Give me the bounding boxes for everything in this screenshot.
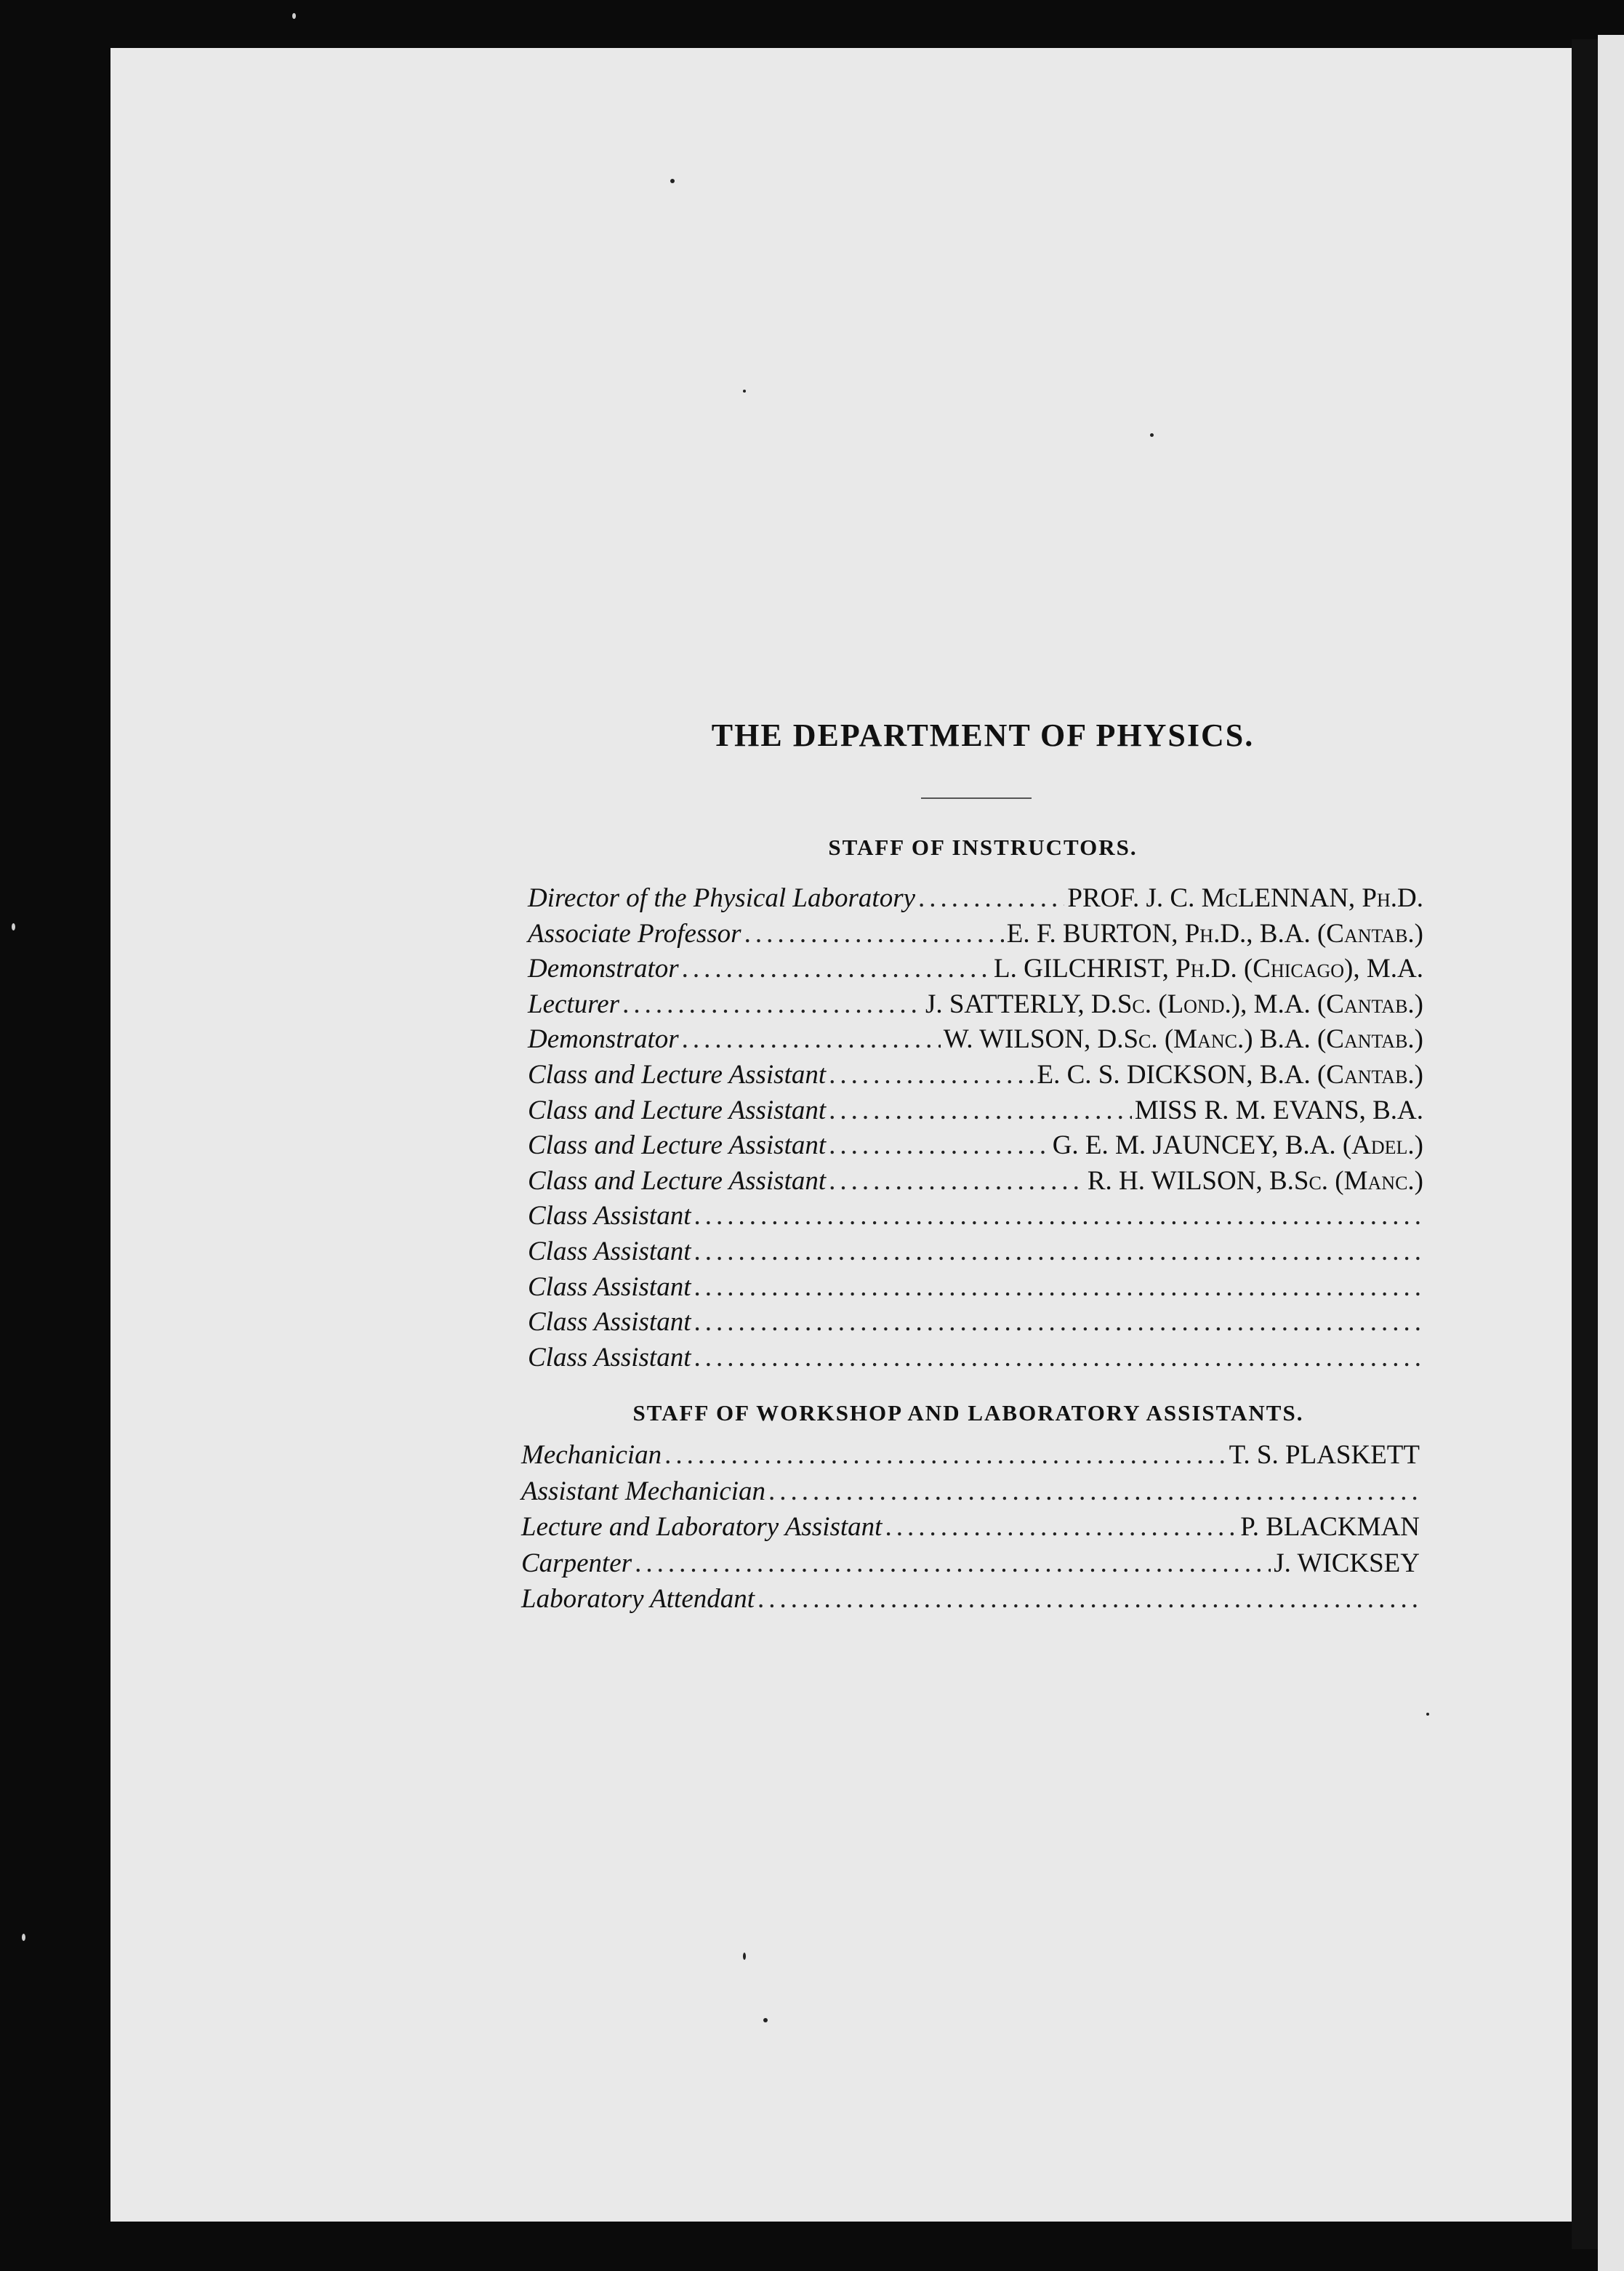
print-speck [743,1953,746,1960]
title-rule [921,797,1032,799]
person-name: J. WICKSEY [1274,1548,1420,1578]
leader-dots [635,1548,1271,1579]
print-speck [670,179,675,183]
print-speck [1426,1713,1429,1716]
list-item [528,1095,1423,1130]
leader-dots [829,1059,1034,1090]
person-name: PROF. J. C. McLENNAN, Ph.D. [1067,883,1423,913]
leader-dots [885,1511,1237,1543]
list-item [528,1024,1423,1059]
leader-dots [757,1583,1417,1615]
binding-shadow [1572,39,1598,2249]
role-label: Lecture and Laboratory Assistant [521,1512,883,1542]
print-speck [763,2018,768,2022]
print-speck [743,390,746,393]
role-label: Associate Professor [528,918,741,949]
role-label: Class Assistant [528,1271,691,1302]
person-name: J. SATTERLY, D.Sc. (Lond.), M.A. (Cantab.) [925,989,1423,1019]
person-name: E. C. S. DICKSON, B.A. (Cantab.) [1037,1059,1423,1090]
list-item [528,953,1423,989]
leader-dots [694,1200,1420,1231]
role-label: Carpenter [521,1548,632,1578]
role-label: Director of the Physical Laboratory [528,883,916,913]
leader-dots [918,883,1064,914]
page-title: THE DEPARTMENT OF PHYSICS. [711,718,1255,753]
leader-dots [694,1342,1420,1373]
role-label: Demonstrator [528,954,679,984]
role-label: Class and Lecture Assistant [528,1165,827,1196]
section-heading-workshop: STAFF OF WORKSHOP AND LABORATORY ASSISTANTS. [632,1400,1304,1426]
person-name: W. WILSON, D.Sc. (Manc.) B.A. (Cantab.) [943,1024,1423,1055]
margin-speck [292,13,296,19]
list-item [521,1439,1420,1476]
leader-dots [829,1130,1050,1161]
list-item [528,1059,1423,1095]
leader-dots [694,1236,1420,1267]
margin-speck [22,1934,25,1941]
leader-dots [622,989,922,1020]
person-name: MISS R. M. EVANS, B.A. [1134,1095,1423,1125]
leader-dots [682,1024,941,1055]
list-item [528,1200,1423,1236]
role-label: Demonstrator [528,1024,679,1055]
list-item [528,1342,1423,1378]
print-speck [1150,433,1154,437]
list-item [528,918,1423,954]
role-label: Lecturer [528,989,620,1019]
section-heading-instructors: STAFF OF INSTRUCTORS. [828,835,1138,860]
list-item [528,989,1423,1024]
list-item [528,1306,1423,1342]
role-label: Mechanician [521,1440,662,1470]
leader-dots [664,1439,1226,1471]
role-label: Laboratory Attendant [521,1584,755,1614]
document-page [110,48,1572,2222]
person-name: E. F. BURTON, Ph.D., B.A. (Cantab.) [1006,918,1423,949]
role-label: Class Assistant [528,1307,691,1338]
leader-dots [694,1271,1420,1303]
person-name: T. S. PLASKETT [1229,1440,1420,1470]
role-label: Assistant Mechanician [521,1476,766,1506]
person-name: R. H. WILSON, B.Sc. (Manc.) [1087,1165,1423,1196]
role-label: Class and Lecture Assistant [528,1095,827,1125]
person-name: P. BLACKMAN [1240,1512,1420,1542]
list-item [528,1236,1423,1271]
role-label: Class Assistant [528,1236,691,1266]
leader-dots [682,953,991,984]
person-name: L. GILCHRIST, Ph.D. (Chicago), M.A. [994,954,1423,984]
list-item [528,1130,1423,1165]
person-name: G. E. M. JAUNCEY, B.A. (Adel.) [1052,1130,1423,1161]
leader-dots [768,1476,1417,1507]
list-item [521,1476,1420,1512]
role-label: Class and Lecture Assistant [528,1130,827,1161]
workshop-staff-list [521,1439,1420,1620]
list-item [521,1548,1420,1584]
adjacent-page-edge [1598,35,1624,2271]
leader-dots [829,1165,1085,1197]
list-item [521,1511,1420,1548]
list-item [528,883,1423,918]
list-item [528,1271,1423,1307]
role-label: Class Assistant [528,1201,691,1231]
leader-dots [744,918,1004,949]
list-item [528,1165,1423,1201]
leader-dots [829,1095,1132,1126]
margin-speck [12,923,15,930]
role-label: Class Assistant [528,1342,691,1372]
list-item [521,1583,1420,1620]
leader-dots [694,1306,1420,1338]
instructors-list [528,883,1423,1377]
role-label: Class and Lecture Assistant [528,1059,827,1090]
